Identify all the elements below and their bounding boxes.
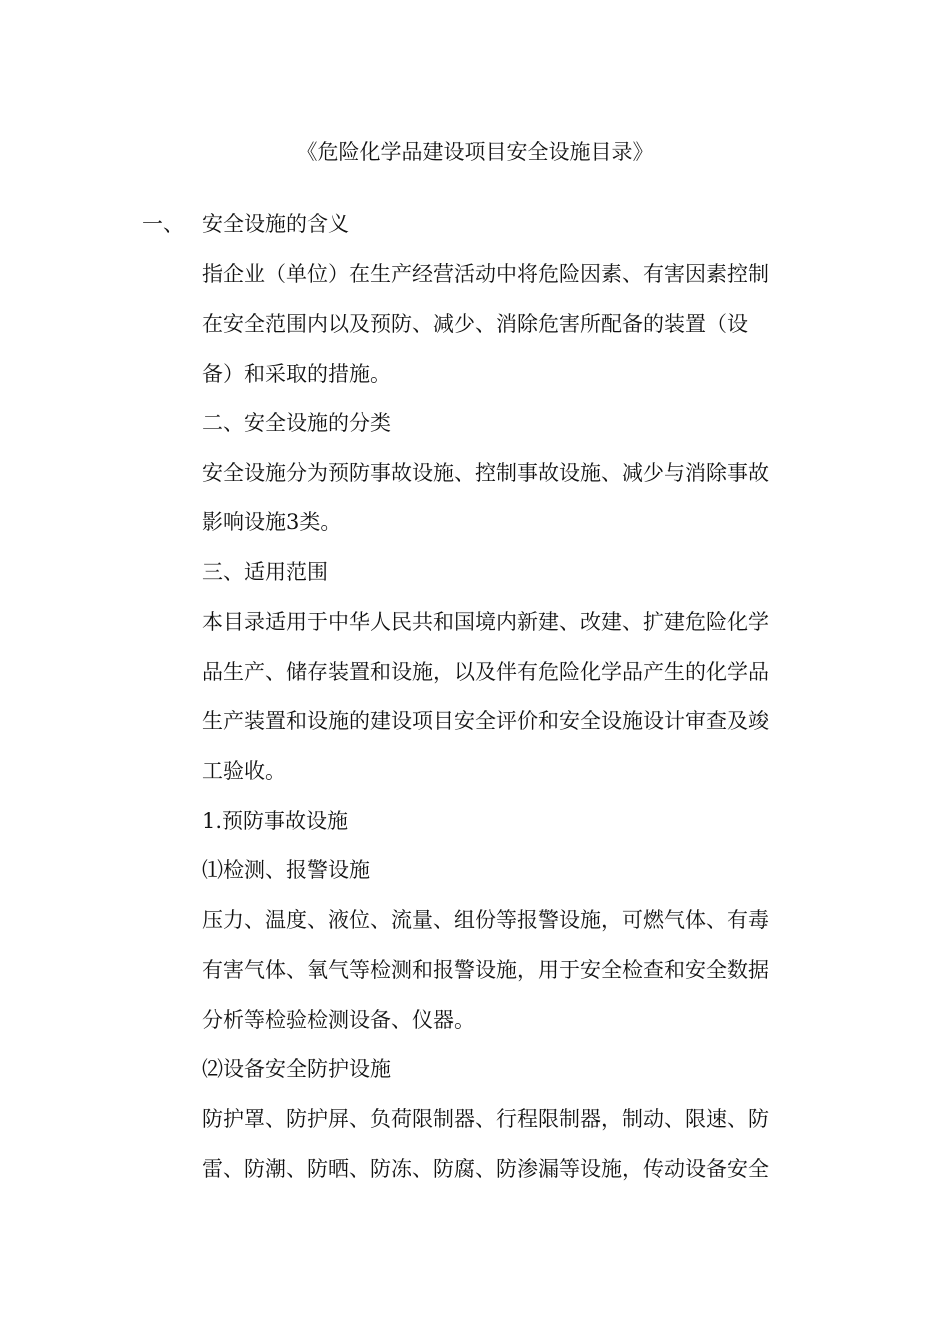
section-1-line-3: 备）和采取的措施。 bbox=[202, 362, 391, 386]
item-1-line-3: 分析等检验检测设备、仪器。 bbox=[202, 1008, 475, 1032]
section-1-line-2: 在安全范围内以及预防、减少、消除危害所配备的装置（设 bbox=[202, 312, 748, 336]
section-3-heading: 三、适用范围 bbox=[202, 560, 328, 584]
section-2-heading: 二、安全设施的分类 bbox=[202, 411, 391, 435]
item-2-heading: ⑵设备安全防护设施 bbox=[202, 1057, 391, 1081]
section-2-line-2: 影响设施3类。 bbox=[202, 510, 342, 534]
section-1-heading: 安全设施的含义 bbox=[202, 212, 349, 236]
section-3-line-3: 生产装置和设施的建设项目安全评价和安全设施设计审查及竣 bbox=[202, 709, 769, 733]
item-1-line-2: 有害气体、氧气等检测和报警设施，用于安全检查和安全数据 bbox=[202, 958, 769, 982]
section-1-line-1: 指企业（单位）在生产经营活动中将危险因素、有害因素控制 bbox=[202, 262, 769, 286]
item-2-line-1: 防护罩、防护屏、负荷限制器、行程限制器，制动、限速、防 bbox=[202, 1107, 769, 1131]
document-title: 《危险化学品建设项目安全设施目录》 bbox=[296, 140, 654, 164]
item-2-line-2: 雷、防潮、防晒、防冻、防腐、防渗漏等设施，传动设备安全 bbox=[202, 1157, 769, 1181]
item-1-heading: ⑴检测、报警设施 bbox=[202, 858, 370, 882]
subsection-1-heading: 1.预防事故设施 bbox=[202, 809, 349, 833]
section-3-line-1: 本目录适用于中华人民共和国境内新建、改建、扩建危险化学 bbox=[202, 610, 769, 634]
section-3-line-4: 工验收。 bbox=[202, 759, 286, 783]
section-3-line-2: 品生产、储存装置和设施，以及伴有危险化学品产生的化学品 bbox=[202, 660, 769, 684]
item-1-line-1: 压力、温度、液位、流量、组份等报警设施，可燃气体、有毒 bbox=[202, 908, 769, 932]
section-2-line-1: 安全设施分为预防事故设施、控制事故设施、减少与消除事故 bbox=[202, 461, 769, 485]
section-1-number: 一、 bbox=[142, 212, 184, 236]
